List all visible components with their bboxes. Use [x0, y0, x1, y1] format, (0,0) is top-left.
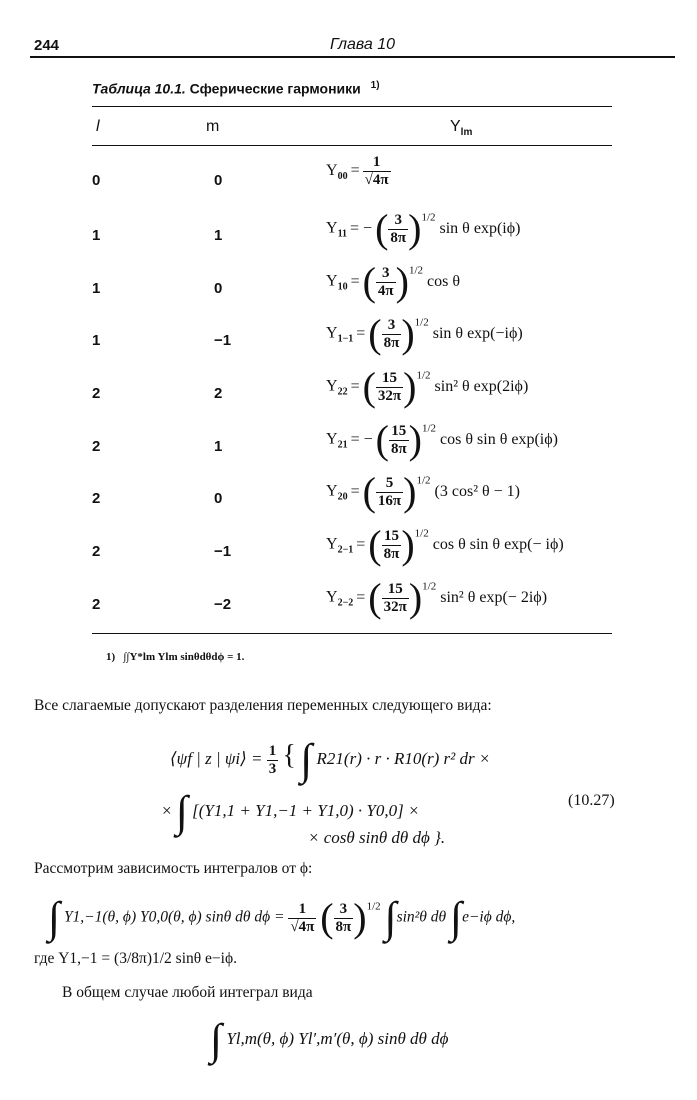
table-cell-l: 1	[92, 280, 101, 297]
where-clause: где Y1,−1 = (3/8π)1/2 sinθ e−iϕ.	[34, 950, 238, 967]
left-paren: (	[375, 206, 389, 251]
right-paren: )	[408, 417, 422, 462]
paragraph-3: В общем случае любой интеграл вида	[62, 984, 313, 1001]
eq2-inner-den: 8π	[335, 918, 352, 935]
harmonic-formula	[326, 575, 548, 620]
formula-tail: cos θ	[427, 272, 461, 290]
formula-sign: =	[350, 377, 360, 395]
formula-sign: =	[356, 324, 366, 342]
table-cell-m: −2	[214, 596, 232, 613]
formula-fraction	[382, 581, 409, 616]
formula-y: Y	[326, 377, 338, 395]
harmonic-formula	[326, 417, 558, 462]
formula-y: Y	[326, 482, 338, 500]
formula-y-sub: 2−1	[337, 544, 354, 556]
right-paren: )	[401, 311, 415, 356]
eq2-rhs-2: e−iϕ dϕ,	[462, 908, 516, 926]
formula-y: Y	[326, 324, 338, 342]
right-paren: )	[403, 469, 417, 514]
harmonic-formula	[326, 206, 521, 251]
formula-y: Y	[326, 588, 338, 606]
equation-10-27-line-1: ⟨ψf | z | ψi⟩ = $\frac{1}{3}$ { ∫ R21(r) · r · R10(r) r² dr ×	[170, 735, 491, 784]
formula-power: 1/2	[421, 422, 437, 435]
eq1-rhs: R21(r) · r · R10(r) r² dr ×	[316, 748, 491, 768]
frac-den: 32π	[377, 387, 402, 404]
formula-y-sub: 1−1	[337, 333, 354, 345]
eq2-power: 1/2	[366, 900, 381, 913]
equation-phi-integral: ∫ Y1,−1(θ, ϕ) Y0,0(θ, ϕ) sinθ dθ dϕ = $\frac{1}{√4\pi}$ ( $\frac{3}{8\pi}$ )$^{1/2}$ ∫sin²θ dθ ∫e−iϕ dϕ,	[48, 893, 516, 942]
column-header-l: l	[96, 118, 100, 135]
frac-num: 3	[376, 265, 396, 283]
frac-den: √4π	[364, 172, 389, 188]
equation-general-integral	[210, 1015, 449, 1064]
formula-power: 1/2	[414, 316, 429, 329]
column-header-ylm	[450, 118, 472, 138]
formula-fraction	[382, 528, 402, 563]
frac-den: 8π	[390, 229, 407, 246]
formula-fraction	[376, 265, 396, 300]
frac-num: 5	[376, 475, 403, 493]
column-header-m: m	[206, 118, 220, 135]
formula-y: Y	[326, 430, 338, 448]
footnote-text: ∫∫Y*lm Ylm sinθdθdϕ = 1.	[123, 651, 245, 663]
eq1-lhs: ⟨ψf | z | ψi⟩ =	[170, 748, 267, 768]
harmonic-formula	[326, 154, 391, 189]
left-paren: (	[362, 259, 376, 304]
frac-den: 4π	[377, 282, 394, 299]
formula-y: Y	[326, 272, 338, 290]
table-bottom-rule	[92, 633, 612, 634]
formula-y-sub: 21	[337, 439, 348, 451]
formula-sign: =	[350, 272, 360, 290]
table-cell-m: 1	[214, 438, 223, 455]
harmonic-formula	[326, 522, 564, 567]
table-cell-m: −1	[214, 332, 232, 349]
harmonic-formula	[326, 311, 523, 356]
eq1-fraction	[267, 743, 279, 778]
formula-sign: =	[350, 482, 360, 500]
table-caption-note: 1)	[370, 80, 380, 91]
formula-y: Y	[326, 162, 338, 180]
formula-power: 1/2	[421, 211, 436, 224]
formula-fraction	[376, 475, 403, 510]
table-top-rule	[92, 106, 612, 107]
frac-den: 8π	[383, 334, 400, 351]
formula-power: 1/2	[422, 580, 437, 593]
formula-tail: sin² θ exp(2iϕ)	[434, 377, 529, 395]
eq2-rhs-1: sin²θ dθ	[396, 908, 447, 926]
formula-power: 1/2	[408, 264, 424, 277]
formula-tail: cos θ sin θ exp(− iϕ)	[432, 535, 564, 553]
formula-tail: sin θ exp(−iϕ)	[432, 324, 523, 342]
eq3: Yl,m(θ, ϕ) Yl′,m′(θ, ϕ) sinθ dθ dϕ	[226, 1028, 449, 1048]
right-paren: )	[395, 259, 409, 304]
formula-power: 1/2	[416, 474, 431, 487]
formula-y: Y	[326, 219, 338, 237]
equation-10-27-line-3: × cosθ sinθ dθ dϕ }.	[308, 828, 446, 847]
frac-num: 3	[388, 212, 408, 230]
header-rule	[30, 56, 675, 58]
left-paren: (	[375, 417, 389, 462]
eq2-inner-fraction	[334, 901, 354, 936]
formula-y-sub: 10	[337, 281, 348, 293]
formula-tail: (3 cos² θ − 1)	[434, 482, 520, 500]
column-header-y: Y	[450, 118, 461, 135]
integral-sign: ∫	[48, 893, 61, 942]
page-number: 244	[34, 37, 60, 54]
formula-tail: sin θ exp(iϕ)	[439, 219, 521, 237]
frac-den: 8π	[390, 440, 407, 457]
table-caption-text: Сферические гармоники	[189, 80, 361, 97]
integral-sign: ∫	[300, 735, 313, 784]
paragraph-2: Рассмотрим зависимость интегралов от ϕ:	[34, 860, 313, 877]
formula-fraction	[388, 212, 408, 247]
table-cell-l: 0	[92, 172, 101, 189]
formula-sign: = −	[350, 219, 373, 237]
frac-den: 16π	[377, 492, 402, 509]
right-paren: )	[401, 522, 415, 567]
column-header-y-sub: lm	[460, 127, 473, 138]
table-cell-m: 0	[214, 172, 223, 189]
table-cell-m: 2	[214, 385, 223, 402]
right-paren: )	[403, 364, 417, 409]
frac-den: 8π	[383, 545, 400, 562]
table-caption-label: Таблица 10.1.	[92, 80, 186, 97]
integral-sign: ∫	[210, 1015, 223, 1064]
formula-sign: = −	[350, 430, 373, 448]
eq2-inner-num: 3	[334, 901, 354, 919]
table-cell-m: 0	[214, 280, 223, 297]
table-cell-m: 0	[214, 490, 223, 507]
frac-num: 15	[382, 528, 402, 546]
frac-num: 15	[389, 423, 409, 441]
table-caption	[92, 80, 380, 97]
eq1-frac-num: 1	[268, 742, 277, 759]
frac-den: 32π	[383, 598, 407, 615]
formula-sign: =	[356, 588, 366, 606]
formula-y-sub: 2−2	[337, 597, 354, 609]
frac-num: 1	[363, 154, 391, 172]
left-paren: (	[368, 575, 382, 620]
table-cell-l: 2	[92, 543, 101, 560]
paragraph-1: Все слагаемые допускают разделения переменных следующего вида:	[34, 697, 492, 714]
integral-sign: ∫	[450, 893, 463, 942]
formula-fraction	[376, 370, 403, 405]
formula-sign: =	[350, 162, 360, 180]
equation-number: (10.27)	[568, 792, 615, 809]
harmonic-formula	[326, 364, 529, 409]
integral-sign: ∫	[175, 787, 188, 836]
formula-power: 1/2	[414, 527, 429, 540]
formula-y-sub: 00	[337, 171, 348, 183]
footnote-mark: 1)	[106, 651, 116, 663]
eq2-lhs: Y1,−1(θ, ϕ) Y0,0(θ, ϕ) sinθ dθ dϕ =	[63, 908, 289, 926]
formula-sign: =	[356, 535, 366, 553]
right-paren: )	[408, 206, 422, 251]
table-cell-m: 1	[214, 227, 223, 244]
formula-tail: sin² θ exp(− 2iϕ)	[440, 588, 548, 606]
table-header-rule	[92, 145, 612, 146]
right-paren: )	[408, 575, 423, 620]
formula-fraction	[382, 317, 402, 352]
harmonic-formula	[326, 469, 520, 514]
formula-tail: cos θ sin θ exp(iϕ)	[440, 430, 558, 448]
table-cell-l: 1	[92, 227, 101, 244]
formula-power: 1/2	[416, 369, 431, 382]
integral-sign: ∫	[384, 893, 397, 942]
table-cell-l: 1	[92, 332, 101, 349]
eq2-frac-num: 1	[288, 901, 316, 919]
table-cell-l: 2	[92, 385, 101, 402]
left-paren: (	[362, 364, 376, 409]
table-cell-l: 2	[92, 490, 101, 507]
eq1-line2: [(Y1,1 + Y1,−1 + Y1,0) · Y0,0] ×	[192, 800, 420, 820]
formula-y: Y	[326, 535, 338, 553]
frac-num: 15	[376, 370, 403, 388]
table-footnote	[106, 651, 244, 663]
formula-y-sub: 20	[337, 491, 348, 503]
harmonic-formula	[326, 259, 461, 304]
frac-num: 15	[382, 581, 409, 599]
equation-10-27-line-2: × ∫ [(Y1,1 + Y1,−1 + Y1,0) · Y0,0] ×	[162, 787, 420, 836]
table-cell-m: −1	[214, 543, 232, 560]
formula-fraction	[389, 423, 409, 458]
table-cell-l: 2	[92, 596, 101, 613]
eq1-frac-den: 3	[268, 760, 277, 777]
formula-y-sub: 22	[337, 386, 348, 398]
chapter-title: Глава 10	[330, 36, 396, 53]
eq2-fraction	[288, 901, 316, 936]
eq2-frac-den: √4π	[290, 918, 315, 935]
table-cell-l: 2	[92, 438, 101, 455]
left-paren: (	[368, 522, 382, 567]
formula-fraction	[363, 154, 391, 189]
frac-num: 3	[382, 317, 402, 335]
formula-y-sub: 11	[337, 228, 348, 240]
left-paren: (	[362, 469, 376, 514]
left-paren: (	[368, 311, 382, 356]
